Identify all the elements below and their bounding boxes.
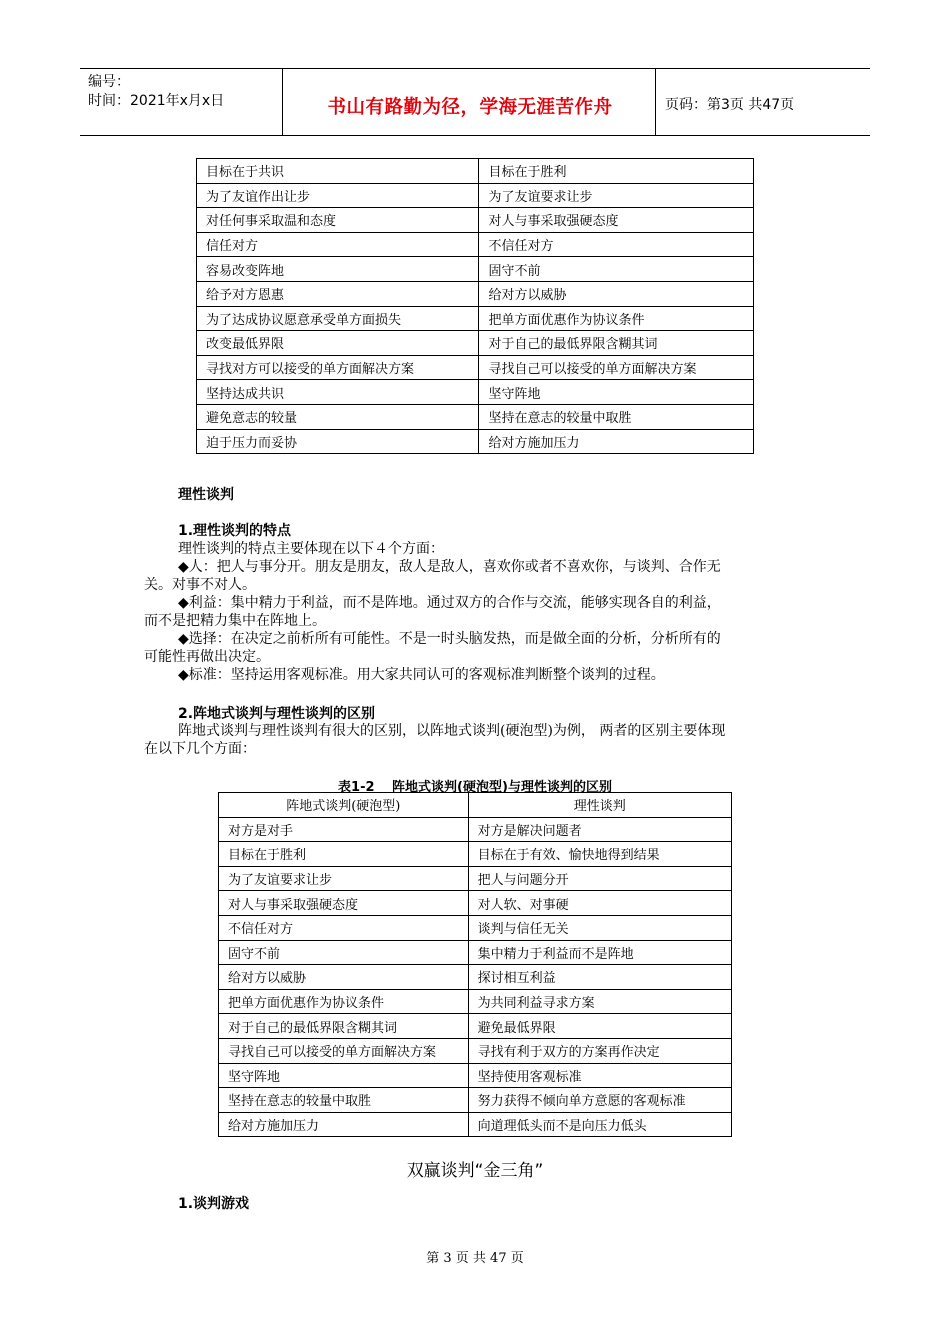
paragraph-line: 关。对事不对人。 <box>144 577 256 593</box>
table-cell: 信任对方 <box>197 232 479 257</box>
table-row <box>197 331 754 356</box>
table-cell: 寻找自己可以接受的单方面解决方案 <box>219 1038 469 1063</box>
header-divider <box>655 69 656 135</box>
table-cell: 对任何事采取温和态度 <box>197 208 479 233</box>
paragraph-line: 可能性再做出决定。 <box>144 649 270 665</box>
table-cell: 目标在于有效、愉快地得到结果 <box>468 842 731 867</box>
subsection-heading-2: 2.阵地式谈判与理性谈判的区别 <box>178 706 376 722</box>
header-divider <box>282 69 283 135</box>
table-cell: 目标在于共识 <box>197 159 479 184</box>
table-row <box>219 1014 732 1039</box>
section-title-golden-triangle: 双赢谈判“金三角” <box>406 1161 544 1181</box>
header-motto: 书山有路勤为径，学海无涯苦作舟 <box>327 97 613 118</box>
table-cell: 探讨相互利益 <box>468 965 731 990</box>
table-row <box>219 1063 732 1088</box>
table-row <box>219 965 732 990</box>
table-cell: 为了友谊要求让步 <box>479 183 754 208</box>
comparison-table-position-rational <box>218 792 732 1137</box>
table-cell: 不信任对方 <box>479 232 754 257</box>
comparison-table-soft-hard <box>196 158 754 454</box>
section-heading: 理性谈判 <box>178 487 234 503</box>
paragraph-line: 而不是把精力集中在阵地上。 <box>144 613 326 629</box>
subsection-heading-3: 1.谈判游戏 <box>178 1196 250 1212</box>
table-cell: 坚守阵地 <box>219 1063 469 1088</box>
paragraph-line: ◆人：把人与事分开。朋友是朋友，敌人是敌人，喜欢你或者不喜欢你，与谈判、合作无 <box>178 559 721 575</box>
table-row <box>219 866 732 891</box>
table-row <box>219 1038 732 1063</box>
paragraph-line: 在以下几个方面： <box>144 741 256 757</box>
table-cell: 为共同利益寻求方案 <box>468 989 731 1014</box>
table-row <box>219 1112 732 1137</box>
table-cell: 容易改变阵地 <box>197 257 479 282</box>
subsection-heading-1: 1.理性谈判的特点 <box>178 523 292 539</box>
header-page-number: 页码：第3页 共47页 <box>665 97 795 113</box>
table-cell: 向道理低头而不是向压力低头 <box>468 1112 731 1137</box>
table-cell: 避免意志的较量 <box>197 404 479 429</box>
table-cell: 坚持在意志的较量中取胜 <box>479 404 754 429</box>
table-cell: 把人与问题分开 <box>468 866 731 891</box>
table-row <box>219 817 732 842</box>
table-row <box>219 989 732 1014</box>
table-cell: 把单方面优惠作为协议条件 <box>479 306 754 331</box>
table-cell: 不信任对方 <box>219 915 469 940</box>
table-cell: 给予对方恩惠 <box>197 281 479 306</box>
table-row <box>219 1088 732 1113</box>
table-row <box>197 380 754 405</box>
table-cell: 改变最低界限 <box>197 331 479 356</box>
table-cell: 给对方以威胁 <box>219 965 469 990</box>
paragraph-line: ◆标准：坚持运用客观标准。用大家共同认可的客观标准判断整个谈判的过程。 <box>178 667 665 683</box>
table-cell: 集中精力于利益而不是阵地 <box>468 940 731 965</box>
paragraph-line: 理性谈判的特点主要体现在以下４个方面： <box>178 541 444 557</box>
table-row <box>197 208 754 233</box>
paragraph-line: ◆选择：在决定之前析所有可能性。不是一时头脑发热，而是做全面的分析，分析所有的 <box>178 631 721 647</box>
table-cell: 对人软、对事硬 <box>468 891 731 916</box>
table-cell: 对人与事采取强硬态度 <box>479 208 754 233</box>
table-row <box>219 891 732 916</box>
table-cell: 寻找对方可以接受的单方面解决方案 <box>197 355 479 380</box>
table-cell: 迫于压力而妥协 <box>197 429 479 454</box>
table-cell: 对于自己的最低界限含糊其词 <box>479 331 754 356</box>
page-header <box>80 68 870 136</box>
table-cell: 谈判与信任无关 <box>468 915 731 940</box>
table-row <box>197 355 754 380</box>
table-cell: 为了友谊要求让步 <box>219 866 469 891</box>
doc-number-label: 编号： <box>88 74 130 90</box>
table-cell: 给对方以威胁 <box>479 281 754 306</box>
table-row <box>197 159 754 184</box>
table-row <box>197 429 754 454</box>
table-cell: 坚持使用客观标准 <box>468 1063 731 1088</box>
table-row <box>219 915 732 940</box>
table-cell: 给对方施加压力 <box>219 1112 469 1137</box>
table-row <box>197 183 754 208</box>
table-header-cell: 理性谈判 <box>468 793 731 818</box>
doc-time-label: 时间：2021年x月x日 <box>88 93 225 109</box>
table-header-row <box>219 793 732 818</box>
table-cell: 坚持达成共识 <box>197 380 479 405</box>
paragraph-line: 阵地式谈判与理性谈判有很大的区别，以阵地式谈判(硬泡型)为例， 两者的区别主要体现 <box>178 723 726 739</box>
table-cell: 为了达成协议愿意承受单方面损失 <box>197 306 479 331</box>
table-cell: 固守不前 <box>219 940 469 965</box>
table-row <box>197 281 754 306</box>
table-cell: 对于自己的最低界限含糊其词 <box>219 1014 469 1039</box>
table-row <box>197 232 754 257</box>
table-header-cell: 阵地式谈判(硬泡型) <box>219 793 469 818</box>
table-row <box>197 306 754 331</box>
table-cell: 寻找自己可以接受的单方面解决方案 <box>479 355 754 380</box>
table-cell: 寻找有利于双方的方案再作决定 <box>468 1038 731 1063</box>
header-meta <box>88 73 224 111</box>
table-cell: 目标在于胜利 <box>479 159 754 184</box>
table-cell: 目标在于胜利 <box>219 842 469 867</box>
table-cell: 避免最低界限 <box>468 1014 731 1039</box>
table-row <box>219 842 732 867</box>
table-caption: 表1-2 阵地式谈判(硬泡型)与理性谈判的区别 <box>338 780 612 795</box>
table-cell: 为了友谊作出让步 <box>197 183 479 208</box>
table-cell: 坚持在意志的较量中取胜 <box>219 1088 469 1113</box>
table-cell: 对方是解决问题者 <box>468 817 731 842</box>
table-cell: 给对方施加压力 <box>479 429 754 454</box>
table-cell: 对方是对手 <box>219 817 469 842</box>
table-row <box>219 940 732 965</box>
table-cell: 对人与事采取强硬态度 <box>219 891 469 916</box>
paragraph-line: ◆利益：集中精力于利益，而不是阵地。通过双方的合作与交流，能够实现各自的利益， <box>178 595 721 611</box>
page-footer: 第 3 页 共 47 页 <box>426 1251 524 1266</box>
table-cell: 努力获得不倾向单方意愿的客观标准 <box>468 1088 731 1113</box>
table-row <box>197 257 754 282</box>
table-row <box>197 404 754 429</box>
table-cell: 固守不前 <box>479 257 754 282</box>
table-cell: 把单方面优惠作为协议条件 <box>219 989 469 1014</box>
table-cell: 坚守阵地 <box>479 380 754 405</box>
